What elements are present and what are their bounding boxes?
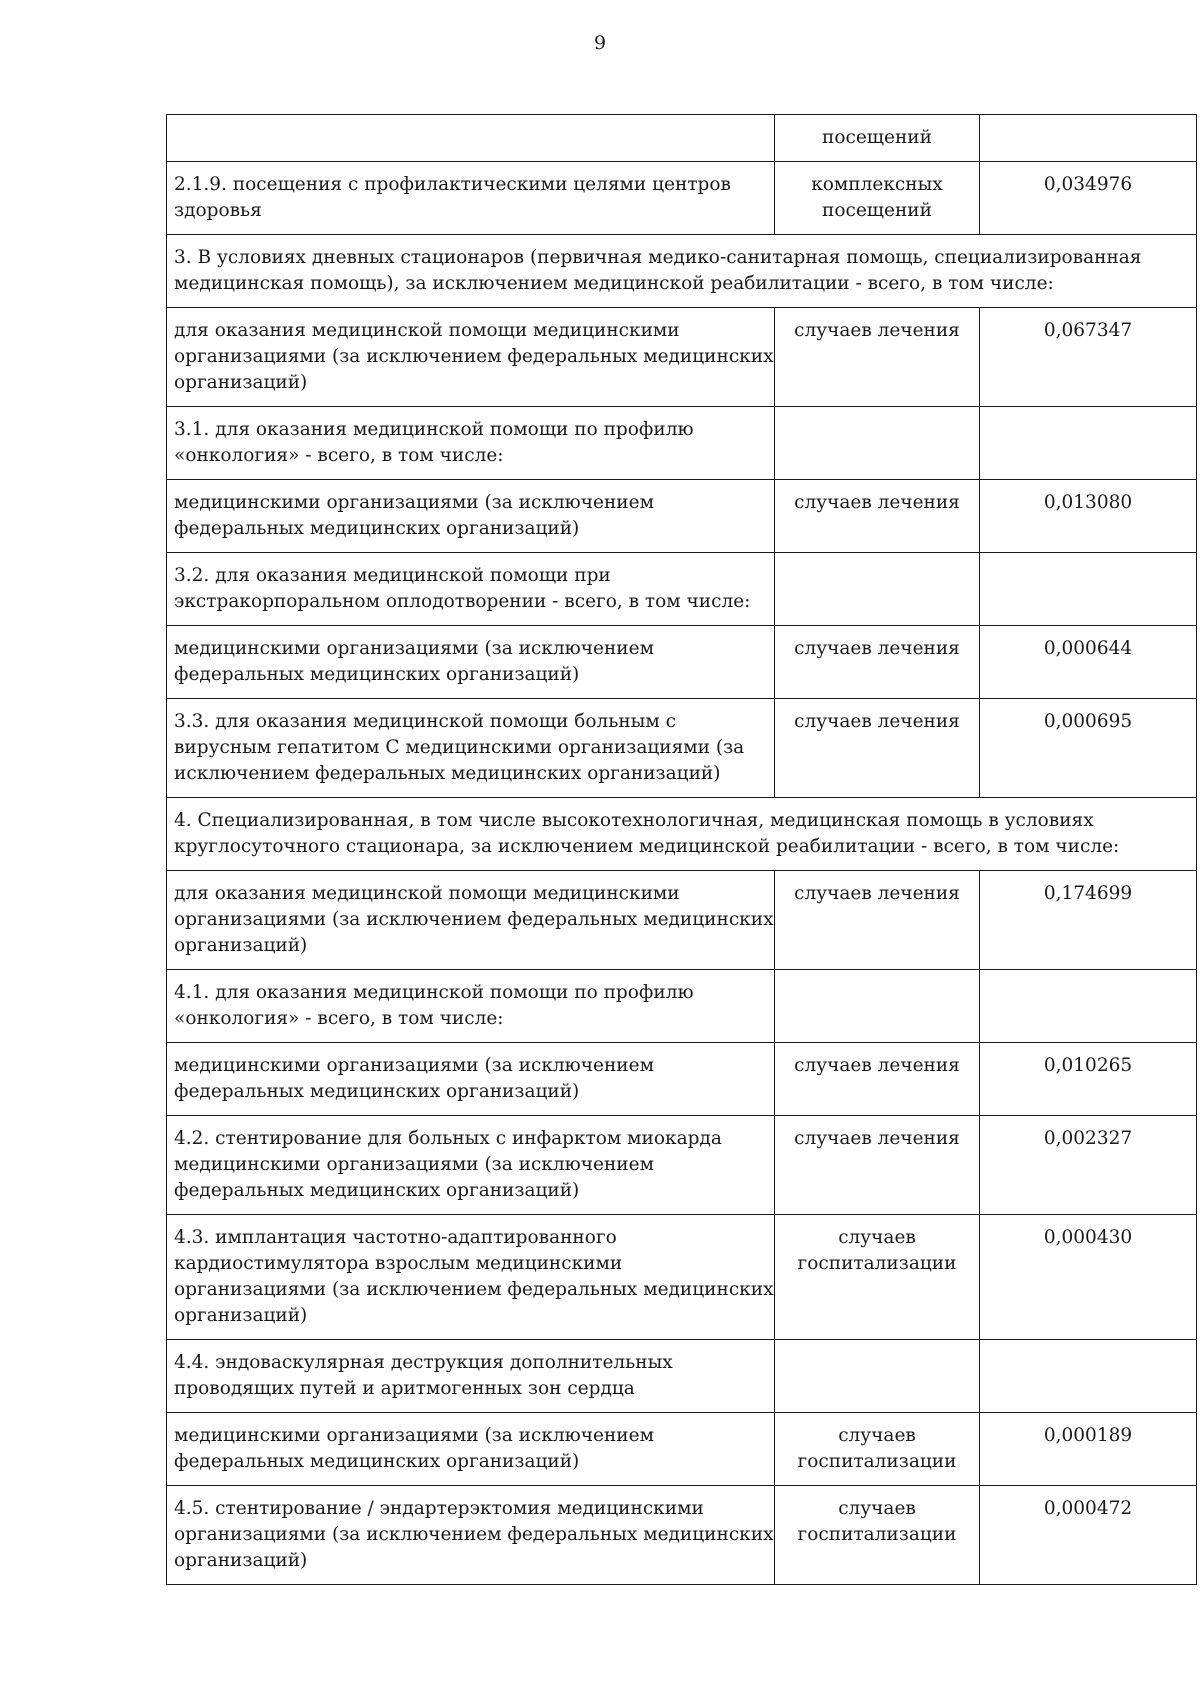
indicator-name-cell: [167, 1043, 775, 1116]
cell-text-line: федеральных медицинских организаций): [174, 1451, 580, 1472]
cell-text-line: медицинская помощь), за исключением медицинской реабилитации - всего, в том числе:: [174, 273, 1054, 294]
cell-text-line: «онкология» - всего, в том числе:: [174, 1008, 504, 1029]
cell-text-line: федеральных медицинских организаций): [174, 664, 580, 685]
indicator-name-cell: [167, 1116, 775, 1215]
value-cell: 0,013080: [980, 480, 1197, 553]
section-heading-cell: [167, 798, 1197, 871]
table-row: [167, 553, 1197, 626]
table-row: [167, 871, 1197, 970]
unit-cell: [775, 480, 980, 553]
unit-cell: [775, 1116, 980, 1215]
table-row: [167, 626, 1197, 699]
cell-text-line: организаций): [174, 1550, 308, 1571]
indicator-name-cell: [167, 1413, 775, 1486]
indicator-name-cell: [167, 1215, 775, 1340]
value-cell: [980, 553, 1197, 626]
cell-text-line: вирусным гепатитом С медицинскими организациями (за: [174, 737, 745, 758]
table-row: [167, 308, 1197, 407]
cell-text-line: медицинскими организациями (за исключением: [174, 638, 654, 659]
cell-text-line: [782, 417, 972, 443]
cell-text-line: госпитализации: [797, 1253, 957, 1274]
indicator-name-cell: [167, 308, 775, 407]
cell-text-line: случаев лечения: [794, 711, 960, 732]
unit-cell: [775, 407, 980, 480]
value-cell: 0,034976: [980, 162, 1197, 235]
value-cell: [980, 407, 1197, 480]
cell-text-line: 3.1. для оказания медицинской помощи по профилю: [174, 419, 694, 440]
unit-cell: [775, 1215, 980, 1340]
cell-text-line: медицинскими организациями (за исключением: [174, 1425, 654, 1446]
section-heading-cell: [167, 235, 1197, 308]
unit-cell: [775, 970, 980, 1043]
indicator-name-cell: [167, 626, 775, 699]
value-cell: 0,067347: [980, 308, 1197, 407]
cell-text-line: организаций): [174, 935, 308, 956]
cell-text-line: госпитализации: [797, 1524, 957, 1545]
cell-text-line: организаций): [174, 372, 308, 393]
indicator-name-cell: [167, 407, 775, 480]
cell-text-line: 4.5. стентирование / эндартерэктомия медицинскими: [174, 1498, 704, 1519]
cell-text-line: случаев лечения: [794, 1128, 960, 1149]
value-cell: [980, 115, 1197, 162]
unit-cell: [775, 1486, 980, 1585]
cell-text-line: случаев: [838, 1425, 916, 1446]
indicator-name-cell: [167, 871, 775, 970]
cell-text-line: [782, 980, 972, 1006]
table-row: [167, 1340, 1197, 1413]
value-cell: [980, 1340, 1197, 1413]
cell-text-line: посещений: [822, 200, 932, 221]
value-cell: 0,002327: [980, 1116, 1197, 1215]
value-cell: 0,174699: [980, 871, 1197, 970]
indicator-name-cell: [167, 480, 775, 553]
table-row: [167, 1215, 1197, 1340]
cell-text-line: экстракорпоральном оплодотворении - всего, в том числе:: [174, 591, 751, 612]
cell-text-line: случаев: [838, 1227, 916, 1248]
cell-text-line: случаев лечения: [794, 1055, 960, 1076]
value-cell: 0,010265: [980, 1043, 1197, 1116]
cell-text-line: госпитализации: [797, 1451, 957, 1472]
table-row: [167, 162, 1197, 235]
indicator-name-cell: [167, 115, 775, 162]
cell-text-line: [174, 125, 767, 151]
cell-text-line: 3.2. для оказания медицинской помощи при: [174, 565, 611, 586]
cell-text-line: 2.1.9. посещения с профилактическими целями центров: [174, 174, 731, 195]
cell-text-line: комплексных: [811, 174, 943, 195]
unit-cell: [775, 115, 980, 162]
cell-text-line: медицинскими организациями (за исключением: [174, 1154, 654, 1175]
cell-text-line: 3. В условиях дневных стационаров (первичная медико-санитарная помощь, специализированная: [174, 247, 1142, 268]
cell-text-line: организациями (за исключением федеральных медицинских: [174, 909, 774, 930]
unit-cell: [775, 1043, 980, 1116]
indicator-name-cell: [167, 1340, 775, 1413]
cell-text-line: организациями (за исключением федеральных медицинских: [174, 1279, 774, 1300]
cell-text-line: федеральных медицинских организаций): [174, 518, 580, 539]
section-row: [167, 235, 1197, 308]
table-row: [167, 1413, 1197, 1486]
cell-text-line: случаев: [838, 1498, 916, 1519]
indicator-name-cell: [167, 970, 775, 1043]
cell-text-line: случаев лечения: [794, 320, 960, 341]
cell-text-line: «онкология» - всего, в том числе:: [174, 445, 504, 466]
cell-text-line: исключением федеральных медицинских организаций): [174, 763, 721, 784]
indicator-name-cell: [167, 553, 775, 626]
cell-text-line: 4. Специализированная, в том числе высокотехнологичная, медицинская помощь в условиях: [174, 810, 1094, 831]
table-row: [167, 115, 1197, 162]
cell-text-line: медицинскими организациями (за исключением: [174, 1055, 654, 1076]
cell-text-line: федеральных медицинских организаций): [174, 1081, 580, 1102]
value-cell: 0,000189: [980, 1413, 1197, 1486]
cell-text-line: посещений: [822, 127, 932, 148]
cell-text-line: для оказания медицинской помощи медицинскими: [174, 320, 680, 341]
value-cell: [980, 970, 1197, 1043]
table-body: [167, 115, 1197, 1585]
indicator-name-cell: [167, 162, 775, 235]
unit-cell: [775, 308, 980, 407]
unit-cell: [775, 162, 980, 235]
table-row: [167, 1043, 1197, 1116]
unit-cell: [775, 626, 980, 699]
cell-text-line: 4.2. стентирование для больных с инфарктом миокарда: [174, 1128, 722, 1149]
cell-text-line: случаев лечения: [794, 492, 960, 513]
table-row: [167, 699, 1197, 798]
cell-text-line: здоровья: [174, 200, 262, 221]
table-row: [167, 970, 1197, 1043]
table-row: [167, 407, 1197, 480]
table-row: [167, 480, 1197, 553]
unit-cell: [775, 699, 980, 798]
unit-cell: [775, 871, 980, 970]
cell-text-line: [782, 1350, 972, 1376]
unit-cell: [775, 1413, 980, 1486]
cell-text-line: организаций): [174, 1305, 308, 1326]
section-row: [167, 798, 1197, 871]
cell-text-line: круглосуточного стационара, за исключением медицинской реабилитации - всего, в том числе:: [174, 836, 1120, 857]
table-row: [167, 1116, 1197, 1215]
value-cell: 0,000695: [980, 699, 1197, 798]
table-row: [167, 1486, 1197, 1585]
cell-text-line: организациями (за исключением федеральных медицинских: [174, 1524, 774, 1545]
cell-text-line: 4.1. для оказания медицинской помощи по профилю: [174, 982, 694, 1003]
cell-text-line: [782, 563, 972, 589]
cell-text-line: проводящих путей и аритмогенных зон сердца: [174, 1378, 635, 1399]
value-cell: 0,000644: [980, 626, 1197, 699]
cell-text-line: 4.4. эндоваскулярная деструкция дополнительных: [174, 1352, 673, 1373]
cell-text-line: кардиостимулятора взрослым медицинскими: [174, 1253, 623, 1274]
cell-text-line: федеральных медицинских организаций): [174, 1180, 580, 1201]
cell-text-line: 3.3. для оказания медицинской помощи больным с: [174, 711, 677, 732]
unit-cell: [775, 1340, 980, 1413]
cell-text-line: случаев лечения: [794, 638, 960, 659]
cell-text-line: случаев лечения: [794, 883, 960, 904]
indicator-name-cell: [167, 1486, 775, 1585]
page-number: 9: [593, 32, 607, 54]
cell-text-line: медицинскими организациями (за исключением: [174, 492, 654, 513]
value-cell: 0,000472: [980, 1486, 1197, 1585]
cell-text-line: 4.3. имплантация частотно-адаптированного: [174, 1227, 617, 1248]
value-cell: 0,000430: [980, 1215, 1197, 1340]
indicator-name-cell: [167, 699, 775, 798]
cell-text-line: организациями (за исключением федеральных медицинских: [174, 346, 774, 367]
volume-table: [166, 114, 1197, 1585]
cell-text-line: для оказания медицинской помощи медицинскими: [174, 883, 680, 904]
unit-cell: [775, 553, 980, 626]
